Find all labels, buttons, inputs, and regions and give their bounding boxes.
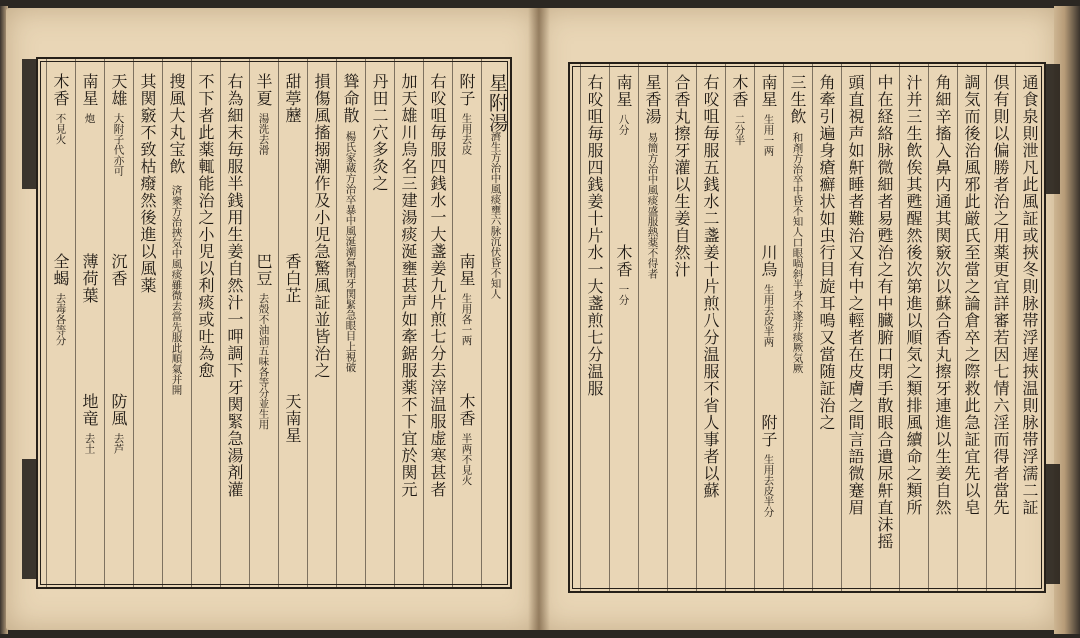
column-note: 易簡方治中風痰盛服熱薬不得者 (646, 132, 659, 279)
column-note: 生用去皮半分 (762, 454, 775, 517)
column-text: 木香 (730, 74, 749, 108)
column-text: 地竜 (80, 393, 99, 427)
column-rule (481, 59, 482, 587)
column-note: 生用去皮 (460, 113, 473, 155)
column-rule (783, 64, 784, 591)
column-text: 甜葶藶 (283, 73, 302, 124)
column-text: 汁并三生飲俟其甦醒然後次第進以順気之類排風續命之類所 (904, 74, 923, 516)
column-text: 其関竅不致枯癈然後進以風薬 (138, 73, 157, 294)
fold-mark-bottom (22, 459, 36, 579)
column-text: 搜風大丸宝飲 (167, 73, 186, 175)
column-note: 去毒各等分 (54, 293, 67, 346)
column-text: 調気而後治風邪此厳氏至當之論倉卒之際救此急証宜先以皂 (962, 74, 981, 516)
column-note: 済衆方治挾気中風痰雖微去當先服此順氣并開 (170, 185, 183, 395)
column-note: 去土 (83, 433, 96, 454)
column-note: 大附子代亦可 (112, 113, 125, 176)
column-rule (423, 59, 424, 587)
fold-mark-top (1046, 64, 1060, 194)
column-note: 生用去皮半两 (762, 284, 775, 347)
column-rule (394, 59, 395, 587)
column-note: 和剤方治卒中昏不知人口眼喎斜半身不遂并痰厥気厥 (791, 132, 804, 374)
column-text: 全蝎 (51, 253, 70, 287)
column-rule (986, 64, 987, 591)
book-gutter (528, 8, 550, 630)
column-text: 薄荷葉 (80, 253, 99, 304)
column-rule (725, 64, 726, 591)
column-rule (957, 64, 958, 591)
column-rule (899, 64, 900, 591)
column-text: 木香 (457, 393, 476, 427)
column-note: 楊氏家蔵方治卒暴中風涎潮氣閉牙関緊急眼目上視破 (344, 131, 357, 373)
column-note: 生用各一两 (460, 293, 473, 346)
column-note: 不見火 (54, 113, 67, 145)
column-text: 角細辛搐入鼻内通其関竅次以蘇合香丸擦牙連進以生姜自然 (933, 74, 952, 516)
column-note: 一分 (617, 284, 630, 305)
column-rule (220, 59, 221, 587)
column-rule (278, 59, 279, 587)
column-text: 防風 (109, 393, 128, 427)
column-text: 中在経絡脉微細者易甦治之有中臓腑口閉手散眼合遺尿鼾直沫摇 (875, 74, 894, 550)
column-text: 附子 (759, 414, 778, 448)
column-text: 香白芷 (283, 253, 302, 304)
column-rule (812, 64, 813, 591)
column-rule (75, 59, 76, 587)
column-rule (191, 59, 192, 587)
column-rule (638, 64, 639, 591)
column-text: 合香丸擦牙灌以生姜自然汁 (672, 74, 691, 278)
column-rule (1015, 64, 1016, 591)
column-note: 去殻不油油五味各等分並生用 (257, 293, 270, 430)
column-text: 加天雄川烏名三建湯痰涎壅甚声如牽鋸服薬不下宜於関元 (399, 73, 418, 498)
column-rule (870, 64, 871, 591)
column-text: 川烏 (759, 244, 778, 278)
column-text: 星香湯 (643, 74, 662, 125)
column-note: 半两不見火 (460, 433, 473, 486)
column-rule (667, 64, 668, 591)
fold-mark-top (22, 59, 36, 189)
column-text: 天雄 (109, 73, 128, 107)
column-rule (580, 64, 581, 591)
column-text: 倶有則以偏勝者治之用薬更宜詳審若因七情六淫而得者當先 (991, 74, 1010, 516)
column-text: 木香 (614, 244, 633, 278)
column-text: 南星 (614, 74, 633, 108)
column-text: 損傷風搐搦潮作及小児急驚風証並皆治之 (312, 73, 331, 379)
column-text: 巴豆 (254, 253, 273, 287)
column-note: 炮 (83, 113, 96, 124)
column-rule (133, 59, 134, 587)
left-page-frame (36, 57, 512, 589)
fold-mark-bottom (1046, 464, 1060, 584)
column-text: 星附湯 (486, 73, 508, 133)
column-rule (609, 64, 610, 591)
column-rule (104, 59, 105, 587)
column-note: 二分半 (733, 114, 746, 146)
column-rule (365, 59, 366, 587)
column-text: 右為細末毎服半銭用生姜自然汁一呷調下牙関緊急湯剤灌 (225, 73, 244, 498)
column-text: 頭直視声如鼾睡者難治又有中之輕者在皮膚之間言語微蹇眉 (846, 74, 865, 516)
column-text: 右㕮咀毎服四銭姜十片水一大盞煎七分温服 (585, 74, 604, 397)
column-text: 不下者此薬輒能治之小児以利痰或吐為愈 (196, 73, 215, 379)
column-note: 濟生方治中風痰壅六脉沉伏昏不知人 (489, 131, 502, 299)
column-text: 角牽引遍身瘡癬状如虫行目旋耳鳴又當随証治之 (817, 74, 836, 431)
column-text: 丹田二穴多灸之 (370, 73, 389, 192)
column-text: 木香 (51, 73, 70, 107)
column-rule (841, 64, 842, 591)
column-text: 南星 (759, 74, 778, 108)
right-page-frame (568, 62, 1046, 593)
column-rule (696, 64, 697, 591)
column-rule (754, 64, 755, 591)
column-note: 八分 (617, 114, 630, 135)
column-note: 湯洗去滑 (257, 113, 270, 155)
column-text: 南星 (457, 253, 476, 287)
column-text: 聳命散 (341, 73, 360, 124)
column-rule (928, 64, 929, 591)
column-text: 天南星 (283, 393, 302, 444)
column-note: 去芦 (112, 433, 125, 454)
column-text: 沉香 (109, 253, 128, 287)
column-rule (307, 59, 308, 587)
column-rule (336, 59, 337, 587)
column-rule (46, 59, 47, 587)
column-text: 附子 (457, 73, 476, 107)
column-text: 通食泉則泄凡此風証或挾冬則脉帯浮遅挾温則脉帯浮濡二証 (1020, 74, 1039, 516)
column-text: 三生飲 (788, 74, 807, 125)
column-note: 生用一两 (762, 114, 775, 156)
column-text: 南星 (80, 73, 99, 107)
column-rule (452, 59, 453, 587)
column-rule (162, 59, 163, 587)
column-rule (249, 59, 250, 587)
column-text: 右㕮咀毎服四銭水一大盞姜九片煎七分去滓温服虚寒甚者 (428, 73, 447, 498)
column-text: 右㕮咀毎服五銭水二盞姜十片煎八分温服不省人事者以蘇 (701, 74, 720, 499)
column-text: 半夏 (254, 73, 273, 107)
